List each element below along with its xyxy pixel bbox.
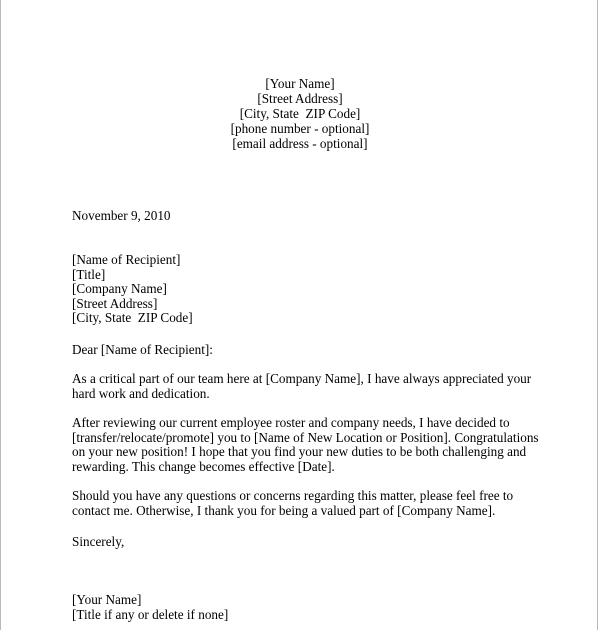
body-paragraph: [72, 372, 531, 401]
paragraph-line: rewarding. This change becomes effective [Date].: [72, 458, 335, 474]
signature-title: [Title if any or delete if none]: [72, 606, 229, 622]
paragraph-line: After reviewing our current employee roster and company needs, I have decided to: [72, 415, 510, 430]
body-paragraph: [72, 489, 513, 518]
paragraph-line: [transfer/relocate/promote] you to [Name of New Location or Position]. Congratulations: [72, 429, 539, 445]
recipient-title: [Title]: [72, 266, 106, 282]
recipient-city: [City, State ZIP Code]: [72, 310, 193, 326]
closing: Sincerely,: [72, 534, 125, 549]
signature-name: [Your Name]: [72, 592, 142, 607]
recipient-street: [Street Address]: [72, 295, 158, 311]
signature-block: [72, 593, 228, 622]
paragraph-line: contact me. Otherwise, I thank you for being a valued part of [Company Name].: [72, 502, 496, 518]
recipient-company: [Company Name]: [72, 281, 167, 297]
paragraph-line: Should you have any questions or concerns regarding this matter, please feel free to: [72, 488, 514, 503]
paragraph-line: As a critical part of our team here at [Company Name], I have always appreciated your: [72, 371, 532, 386]
body-paragraph: [72, 416, 539, 474]
sender-phone: [phone number - optional]: [230, 121, 370, 136]
sender-city: [City, State ZIP Code]: [239, 106, 361, 121]
recipient-name: [Name of Recipient]: [72, 252, 181, 267]
letter-date: November 9, 2010: [72, 208, 171, 223]
recipient-block: [72, 253, 193, 326]
paragraph-line: on your new position! I hope that you find your new duties to be both challenging and: [72, 444, 527, 460]
sender-street: [Street Address]: [257, 91, 343, 106]
sender-email: [email address - optional]: [232, 136, 368, 151]
paragraph-line: hard work and dedication.: [72, 385, 210, 401]
sender-name: [Your Name]: [265, 76, 335, 91]
salutation: Dear [Name of Recipient]:: [72, 342, 213, 357]
